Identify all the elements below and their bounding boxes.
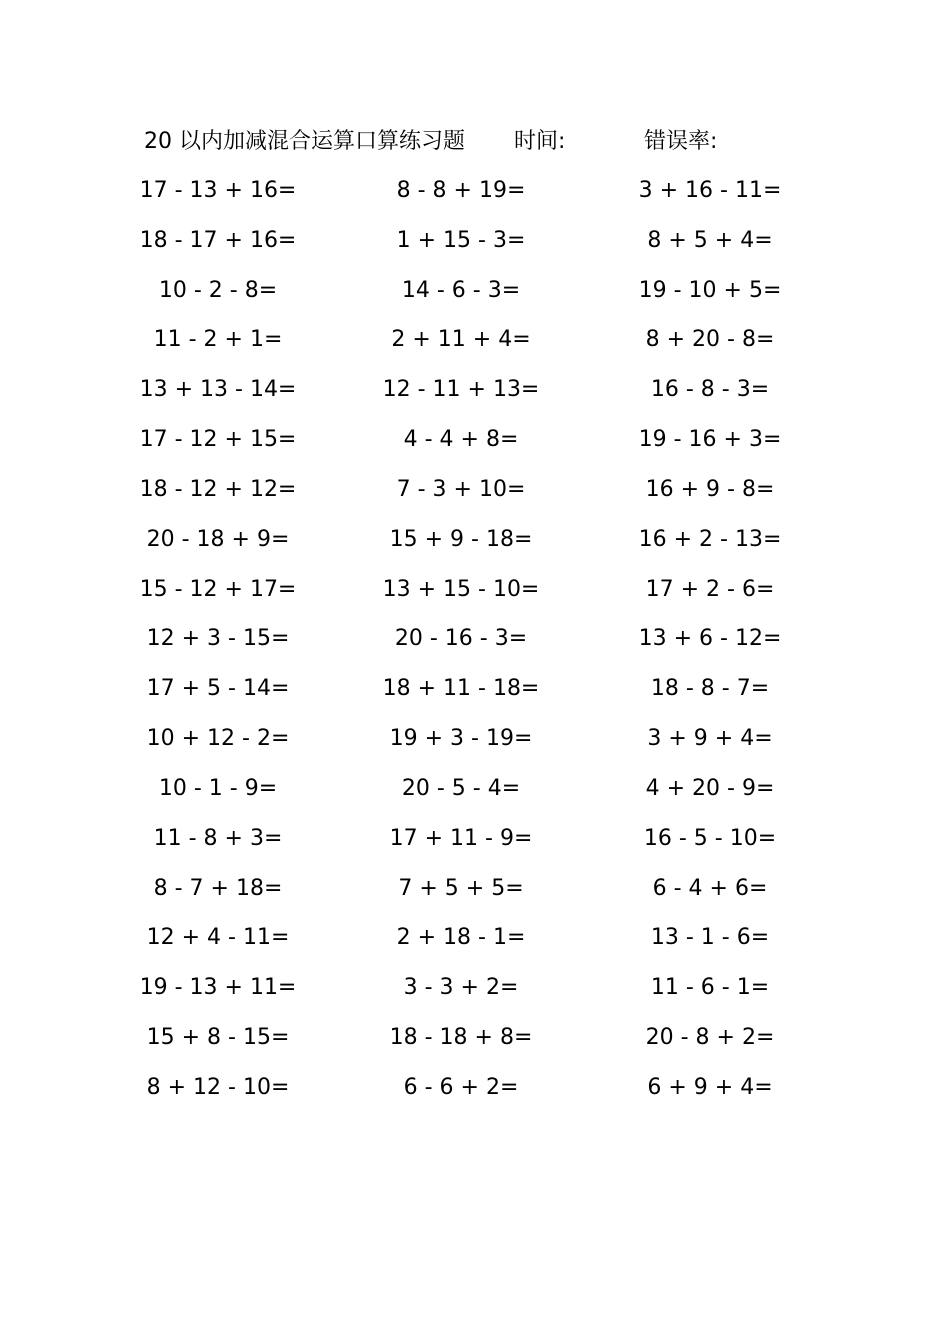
- problem-row: [0, 622, 950, 672]
- problem-row: [0, 174, 950, 224]
- problem-item: 18 - 12 + 12=: [139, 476, 297, 502]
- problem-item: 6 - 6 + 2=: [403, 1074, 519, 1100]
- problem-item: 1 + 15 - 3=: [396, 227, 526, 253]
- problem-item: 13 + 13 - 14=: [139, 377, 297, 403]
- problem-item: 13 + 15 - 10=: [382, 576, 540, 602]
- problem-item: 17 - 13 + 16=: [139, 178, 297, 203]
- problem-row: [0, 323, 950, 373]
- problem-item: 6 + 9 + 4=: [647, 1074, 773, 1100]
- problem-item: 2 + 18 - 1=: [396, 925, 526, 951]
- problem-row: [0, 523, 950, 573]
- worksheet-title: 20 以内加减混合运算口算练习题: [144, 129, 465, 154]
- problem-item: 10 - 2 - 8=: [158, 277, 278, 303]
- problem-item: 10 + 12 - 2=: [146, 726, 290, 752]
- problem-item: 8 + 12 - 10=: [146, 1074, 290, 1100]
- problem-row: [0, 224, 950, 274]
- problem-item: 20 - 18 + 9=: [146, 526, 290, 552]
- problem-item: 11 - 2 + 1=: [153, 327, 283, 353]
- problem-item: 7 - 3 + 10=: [396, 476, 526, 502]
- problem-item: 15 + 8 - 15=: [146, 1025, 290, 1051]
- problem-row: [0, 274, 950, 324]
- problem-row: [0, 971, 950, 1021]
- problem-row: [0, 872, 950, 922]
- problem-row: [0, 822, 950, 872]
- worksheet-header: [0, 126, 950, 158]
- problem-item: 17 - 12 + 15=: [139, 427, 297, 453]
- problem-item: 16 + 2 - 13=: [638, 526, 782, 552]
- problem-item: 10 - 1 - 9=: [158, 775, 278, 801]
- problem-item: 19 - 16 + 3=: [638, 427, 782, 453]
- problem-item: 17 + 5 - 14=: [146, 676, 290, 702]
- problem-item: 19 + 3 - 19=: [389, 726, 533, 752]
- error-rate-label: 错误率:: [644, 129, 718, 154]
- problem-item: 3 + 9 + 4=: [647, 726, 773, 752]
- problem-row: [0, 722, 950, 772]
- problem-item: 20 - 16 - 3=: [394, 626, 528, 652]
- problem-row: [0, 921, 950, 971]
- problem-item: 17 + 2 - 6=: [645, 576, 775, 602]
- problem-item: 18 + 11 - 18=: [382, 676, 540, 702]
- problem-item: 12 + 3 - 15=: [146, 626, 290, 652]
- problem-row: [0, 1021, 950, 1071]
- problem-item: 16 - 8 - 3=: [650, 377, 770, 403]
- problem-item: 18 - 18 + 8=: [389, 1025, 533, 1051]
- problem-item: 19 - 13 + 11=: [139, 975, 297, 1001]
- problem-row: [0, 1071, 950, 1121]
- problem-item: 20 - 5 - 4=: [401, 775, 521, 801]
- problem-item: 12 - 11 + 13=: [382, 377, 540, 403]
- problem-item: 19 - 10 + 5=: [638, 277, 782, 303]
- problem-item: 18 - 17 + 16=: [139, 227, 297, 253]
- problem-item: 12 + 4 - 11=: [146, 925, 290, 951]
- problem-item: 14 - 6 - 3=: [401, 277, 521, 303]
- problem-item: 18 - 8 - 7=: [650, 676, 770, 702]
- problem-row: [0, 473, 950, 523]
- problem-item: 20 - 8 + 2=: [645, 1025, 775, 1051]
- problem-item: 8 + 5 + 4=: [647, 227, 773, 253]
- problem-item: 6 - 4 + 6=: [652, 875, 768, 901]
- problem-item: 11 - 8 + 3=: [153, 825, 283, 851]
- problem-grid: [0, 174, 950, 1121]
- problem-item: 4 + 20 - 9=: [645, 775, 775, 801]
- problem-row: [0, 423, 950, 473]
- problem-item: 3 + 16 - 11=: [638, 178, 782, 203]
- problem-item: 16 - 5 - 10=: [643, 825, 777, 851]
- problem-item: 13 - 1 - 6=: [650, 925, 770, 951]
- problem-item: 7 + 5 + 5=: [398, 875, 524, 901]
- time-label: 时间:: [514, 129, 566, 154]
- problem-item: 16 + 9 - 8=: [645, 476, 775, 502]
- problem-item: 8 + 20 - 8=: [645, 327, 775, 353]
- problem-item: 13 + 6 - 12=: [638, 626, 782, 652]
- problem-item: 4 - 4 + 8=: [403, 427, 519, 453]
- problem-row: [0, 672, 950, 722]
- problem-row: [0, 573, 950, 623]
- problem-row: [0, 772, 950, 822]
- problem-item: 11 - 6 - 1=: [650, 975, 770, 1001]
- problem-item: 15 - 12 + 17=: [139, 576, 297, 602]
- problem-item: 3 - 3 + 2=: [403, 975, 519, 1001]
- problem-item: 8 - 8 + 19=: [396, 178, 526, 203]
- problem-item: 2 + 11 + 4=: [391, 327, 531, 353]
- problem-item: 15 + 9 - 18=: [389, 526, 533, 552]
- problem-item: 8 - 7 + 18=: [153, 875, 283, 901]
- problem-item: 17 + 11 - 9=: [389, 825, 533, 851]
- problem-row: [0, 373, 950, 423]
